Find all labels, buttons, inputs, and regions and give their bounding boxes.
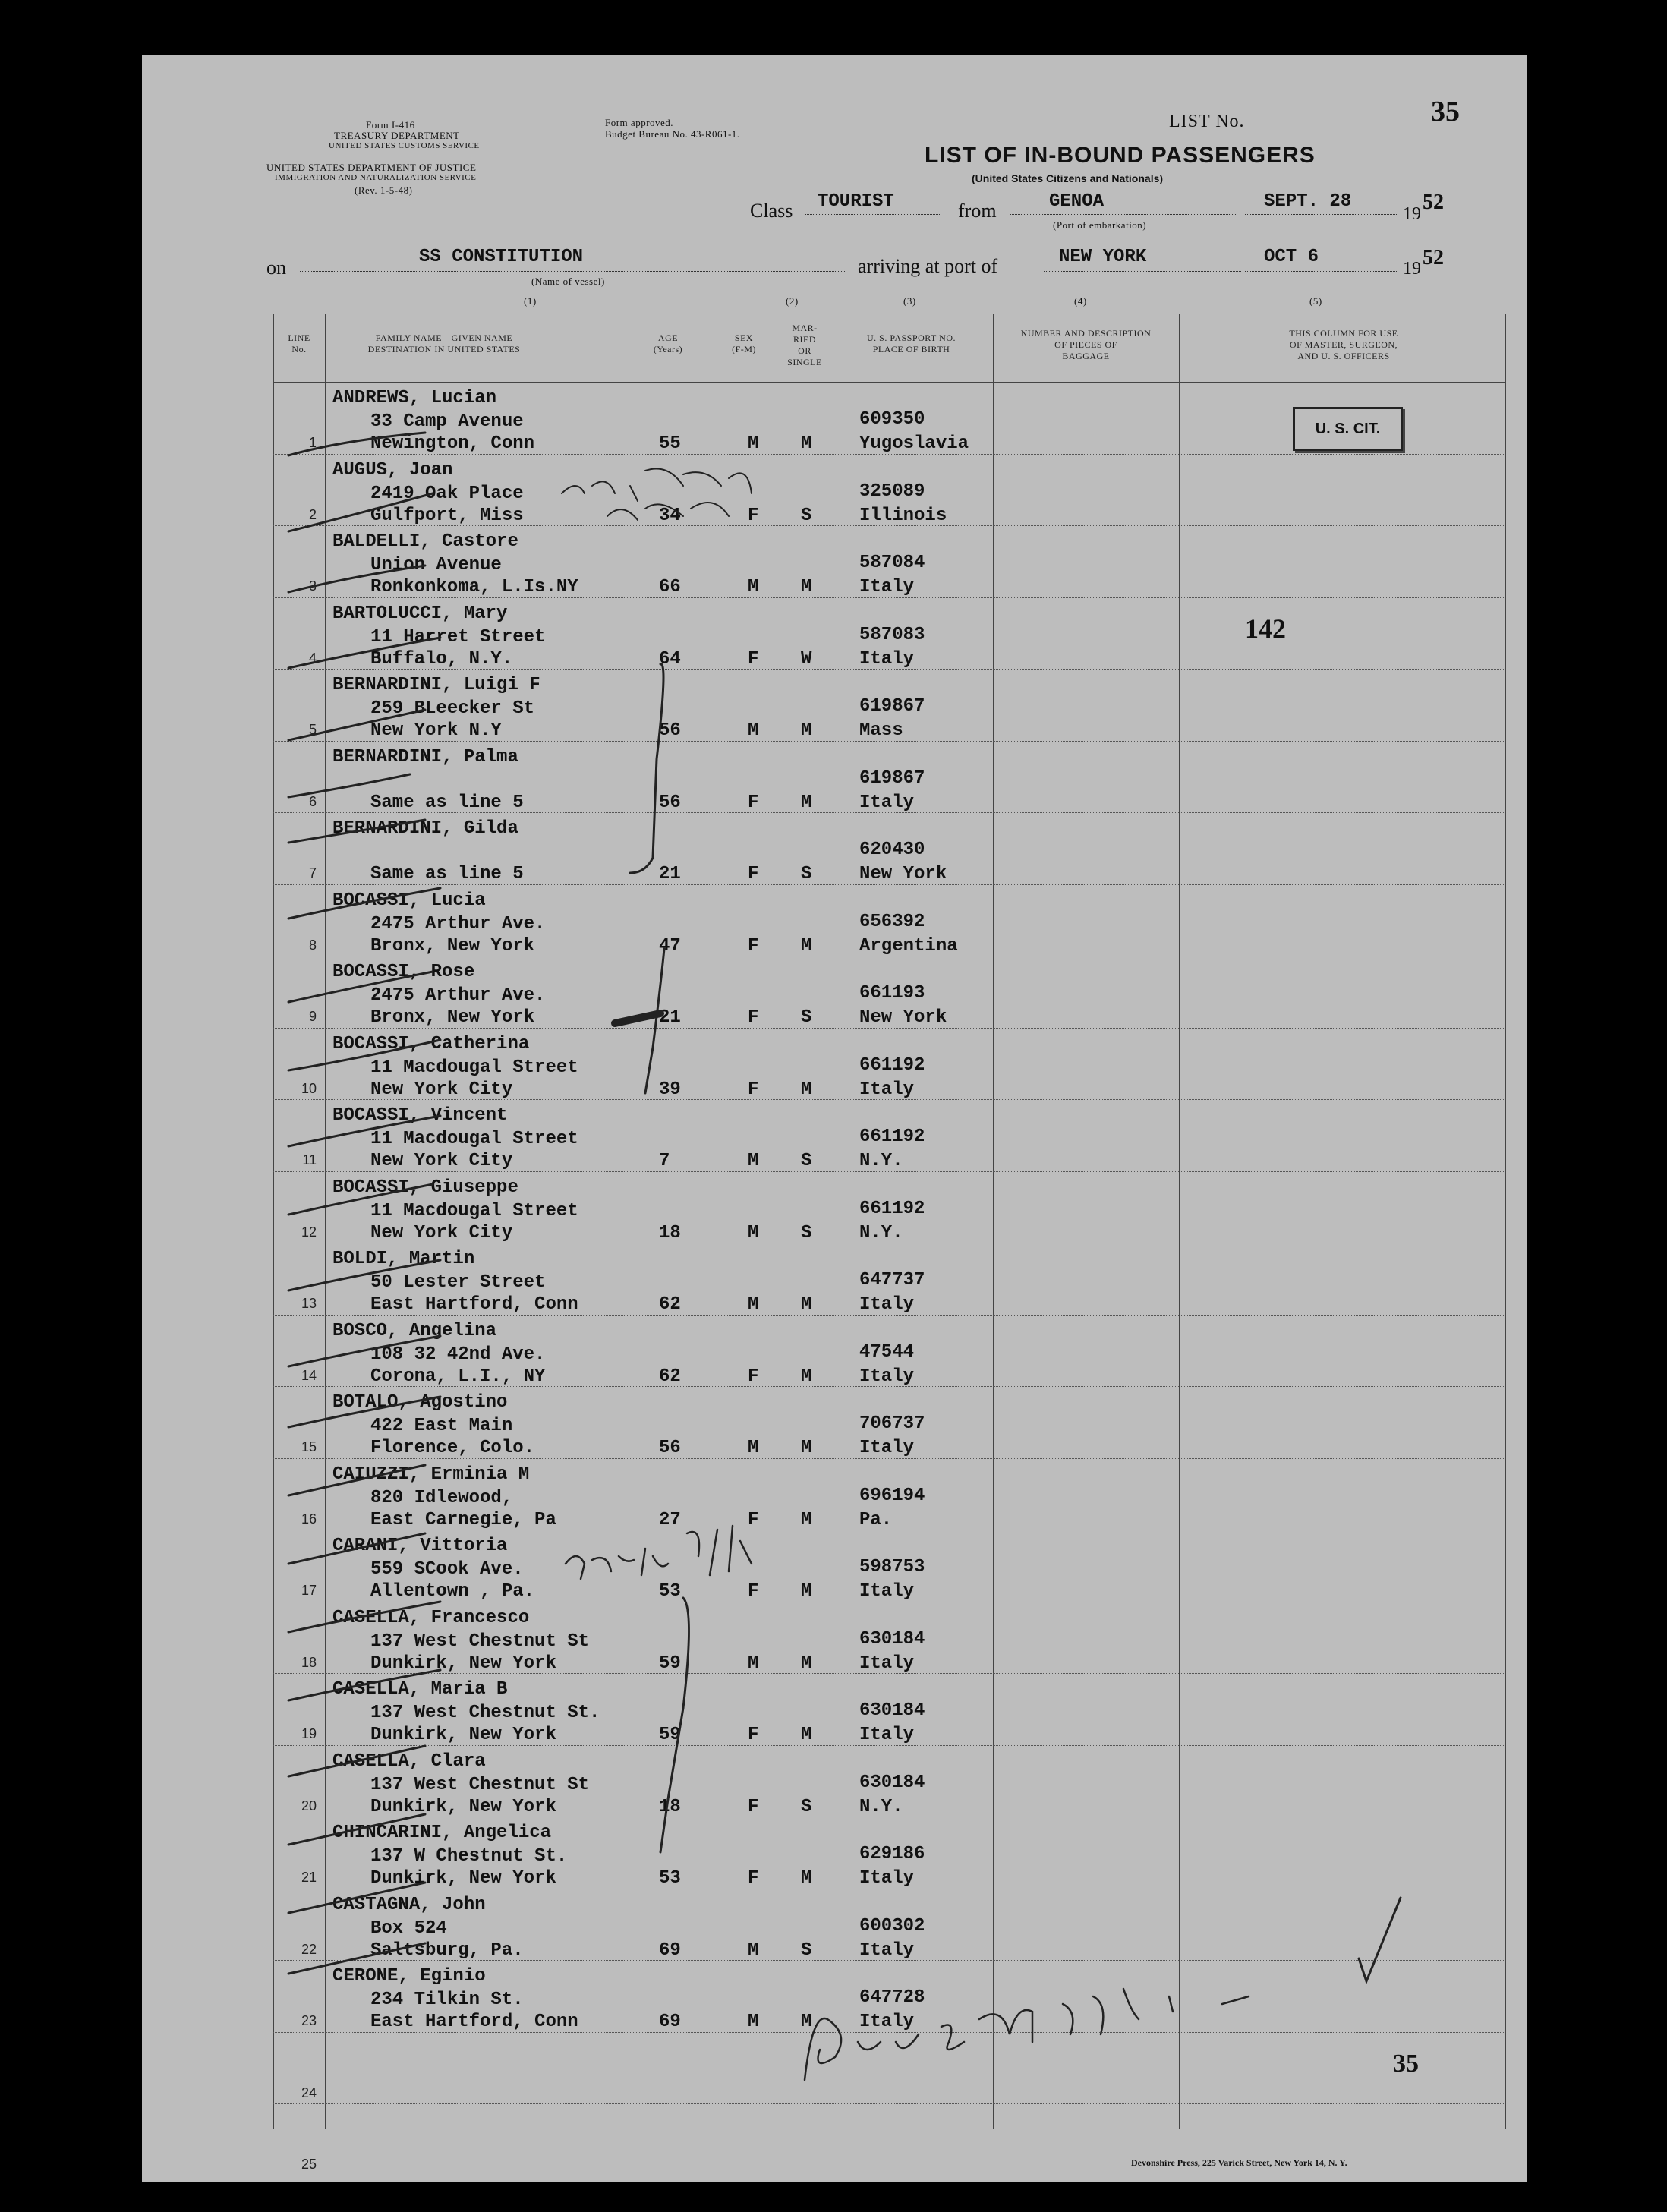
passenger-marital: M [801,935,812,956]
header-age: AGE (Years) [653,332,683,354]
passenger-age: 18 [659,1222,681,1243]
passport-number: 629186 [859,1844,925,1864]
passenger-age: 55 [659,433,681,454]
vessel-name: SS CONSTITUTION [419,247,584,267]
citizenship-stamp [1293,407,1403,451]
place-of-birth: Pa. [859,1509,893,1530]
line-number: 4 [308,650,317,666]
header-married: MAR- RIED OR SINGLE [787,323,822,367]
place-of-birth: Argentina [859,935,958,956]
passenger-destination: New York City [370,1222,513,1243]
passenger-sex: F [748,1725,759,1745]
passenger-age: 56 [659,720,681,741]
passport-number: 619867 [859,767,925,789]
class-label: Class [750,200,793,222]
line-number: 22 [301,1941,317,1957]
passenger-marital: M [801,577,812,597]
passport-number: 696194 [859,1485,925,1506]
row-divider [273,1386,1505,1387]
passenger-marital: M [801,1079,812,1100]
passenger-age: 64 [659,648,681,670]
arrival-year: 52 [1423,246,1444,269]
passenger-name: BERNARDINI, Luigi F [332,675,540,695]
row-divider [273,1028,1505,1029]
passenger-sex: F [748,1796,759,1817]
passenger-address: 11 Macdougal Street [370,1200,578,1221]
passenger-marital: M [801,1653,812,1674]
line-number: 23 [301,2013,317,2028]
passenger-name: BOCASSI, Rose [332,962,475,982]
passenger-marital: S [801,1222,812,1243]
passenger-address: 137 West Chestnut St. [370,1703,600,1723]
stamp-text: U. S. CIT. [1315,420,1381,437]
form-number: Form I-416 [366,119,415,131]
passenger-marital: S [801,1939,812,1961]
passenger-name: BALDELLI, Castore [332,531,518,552]
place-of-birth: Italy [859,1581,915,1602]
passenger-sex: F [748,1007,759,1028]
passenger-name: CERONE, Eginio [332,1966,486,1987]
passenger-address: 137 West Chestnut St [370,1774,590,1795]
embarkation-year: 52 [1423,191,1444,214]
port-of-embarkation: GENOA [1049,191,1105,212]
column-divider [325,314,326,2129]
passenger-marital: M [801,2012,812,2032]
place-of-birth: New York [859,1007,947,1028]
passenger-destination: Dunkirk, New York [370,1725,556,1745]
passenger-sex: M [748,1222,759,1243]
passenger-marital: M [801,792,812,813]
column-divider [1179,314,1180,2129]
port-embark-caption: (Port of embarkation) [1053,219,1147,231]
line-number: 7 [308,865,317,881]
passenger-name: CASTAGNA, John [332,1894,486,1915]
date-line [1245,214,1397,215]
passenger-destination: Gulfport, Miss [370,505,524,526]
line-number: 5 [308,722,317,737]
arrival-port-line [1044,271,1241,272]
row-divider [273,812,1505,813]
passenger-age: 62 [659,1294,681,1315]
passport-number: 661192 [859,1126,925,1147]
passenger-marital: M [801,1366,812,1387]
form-revision: (Rev. 1-5-48) [355,184,413,196]
passenger-sex: F [748,792,759,813]
passenger-age: 7 [659,1151,670,1171]
passenger-marital: S [801,864,812,884]
passenger-age: 69 [659,1939,681,1961]
passenger-address: Union Avenue [370,555,502,575]
row-divider [273,741,1505,742]
passenger-name: BOSCO, Angelina [332,1320,497,1341]
row-divider [273,1171,1505,1172]
passenger-name: CARANI, Vittoria [332,1536,508,1556]
passport-number: 325089 [859,481,925,502]
row-divider [273,454,1505,455]
year-prefix-2: 19 [1403,259,1421,279]
header-bottom-border [273,382,1505,383]
passenger-sex: F [748,648,759,670]
row-divider [273,1673,1505,1674]
passenger-age: 69 [659,2012,681,2032]
passenger-address: 33 Camp Avenue [370,411,524,432]
passport-number: 661192 [859,1054,925,1076]
line-number: 8 [308,937,317,953]
passenger-sex: M [748,1151,759,1171]
place-of-birth: N.Y. [859,1796,903,1817]
line-number: 21 [301,1870,317,1885]
line-number: 13 [301,1296,317,1311]
passport-number: 647737 [859,1270,925,1290]
arrival-date-line [1245,271,1397,272]
from-label: from [958,200,997,222]
line-number: 16 [301,1511,317,1527]
vessel-line [300,271,846,272]
place-of-birth: Italy [859,1868,915,1889]
passenger-sex: F [748,1366,759,1387]
place-of-birth: Italy [859,1294,915,1315]
passenger-sex: M [748,1939,759,1961]
passenger-age: 47 [659,935,681,956]
place-of-birth: Italy [859,792,915,813]
passenger-marital: M [801,1725,812,1745]
passport-number: 647728 [859,1987,925,2008]
passenger-address: 2419 Oak Place [370,483,524,504]
passenger-name: BOCASSI, Catherina [332,1033,530,1054]
place-of-birth: Italy [859,1939,915,1961]
passenger-marital: M [801,1294,812,1315]
passenger-destination: Newington, Conn [370,433,535,454]
passenger-destination: Saltsburg, Pa. [370,1939,524,1961]
passenger-age: 53 [659,1581,681,1602]
row-divider [273,1458,1505,1459]
passenger-marital: M [801,1509,812,1530]
arrival-port: NEW YORK [1059,247,1147,267]
passenger-destination: Same as line 5 [370,864,524,884]
arrival-date: OCT 6 [1264,247,1319,267]
passenger-age: 62 [659,1366,681,1387]
passenger-sex: F [748,1079,759,1100]
passenger-destination: Same as line 5 [370,792,524,813]
header-officers: THIS COLUMN FOR USE OF MASTER, SURGEON, AND U. S. OFFICERS [1289,328,1398,361]
passenger-marital: S [801,1796,812,1817]
passenger-sex: F [748,935,759,956]
passenger-marital: M [801,433,812,454]
line-number: 17 [301,1583,317,1598]
passenger-name: ANDREWS, Lucian [332,388,497,408]
passenger-age: 53 [659,1868,681,1889]
line-number: 3 [308,578,317,594]
passport-number: 630184 [859,1628,925,1650]
passenger-age: 18 [659,1796,681,1817]
printer-footer: Devonshire Press, 225 Varick Street, New York 14, N. Y. [1131,2157,1347,2168]
passenger-address: 820 Idlewood, [370,1487,513,1508]
passenger-name: BOLDI, Martin [332,1249,475,1269]
class-line [805,214,941,215]
passenger-name: BERNARDINI, Gilda [332,818,518,839]
place-of-birth: N.Y. [859,1222,903,1243]
passenger-age: 21 [659,864,681,884]
line-number: 24 [301,2084,317,2100]
column-divider [993,314,994,2129]
passenger-name: BARTOLUCCI, Mary [332,603,508,624]
passenger-destination: Allentown , Pa. [370,1581,535,1602]
passport-number: 47544 [859,1341,915,1363]
row-divider [273,1745,1505,1746]
passenger-destination: Bronx, New York [370,935,535,956]
passenger-address: 234 Tilkin St. [370,1990,524,2010]
passenger-address: Box 524 [370,1917,447,1939]
line-number: 9 [308,1009,317,1024]
row-divider [273,2032,1505,2033]
row-divider [273,669,1505,670]
line-number: 12 [301,1224,317,1240]
passenger-name: AUGUS, Joan [332,459,453,481]
passenger-address: 11 Harret Street [370,626,546,648]
passenger-age: 56 [659,1438,681,1458]
passenger-destination: New York City [370,1151,513,1171]
passenger-name: BOCASSI, Lucia [332,890,486,911]
passport-number: 661192 [859,1198,925,1219]
passenger-address: 559 SCook Ave. [370,1559,524,1580]
passenger-marital: S [801,505,812,526]
passport-number: 630184 [859,1772,925,1793]
place-of-birth: Italy [859,577,915,597]
header-passport: U. S. PASSPORT NO. PLACE OF BIRTH [867,332,956,354]
place-of-birth: New York [859,864,947,884]
passenger-sex: M [748,577,759,597]
header-name: FAMILY NAME—GIVEN NAME DESTINATION IN UNITED STATES [367,332,521,354]
department-line-2: UNITED STATES CUSTOMS SERVICE [329,141,480,150]
passenger-destination: New York N.Y [370,720,502,741]
passenger-name: BOCASSI, Vincent [332,1105,508,1126]
table-right-border [1505,314,1506,2129]
passenger-destination: Dunkirk, New York [370,1653,556,1674]
passenger-destination: Dunkirk, New York [370,1868,556,1889]
passenger-sex: F [748,1581,759,1602]
table-left-border [273,314,274,2129]
passenger-sex: M [748,1294,759,1315]
passport-number: 656392 [859,911,925,932]
passenger-sex: M [748,433,759,454]
embarkation-date: SEPT. 28 [1264,191,1352,212]
list-number: 35 [1431,96,1460,128]
passenger-name: CASELLA, Francesco [332,1607,530,1628]
on-label: on [266,257,286,279]
passenger-marital: M [801,1438,812,1458]
passenger-destination: Buffalo, N.Y. [370,648,513,670]
budget-bureau: Budget Bureau No. 43-R061-1. [605,128,740,140]
passenger-age: 59 [659,1653,681,1674]
passenger-marital: M [801,720,812,741]
row-divider [273,525,1505,526]
passenger-marital: W [801,648,812,670]
passenger-address: 137 W Chestnut St. [370,1846,568,1867]
passenger-address: 108 32 42nd Ave. [370,1344,546,1365]
header-line-no: LINE No. [288,332,310,354]
passenger-address: 422 East Main [370,1416,513,1436]
passenger-marital: S [801,1007,812,1028]
passport-number: 661193 [859,983,925,1004]
line-number: 18 [301,1654,317,1670]
place-of-birth: Mass [859,720,903,741]
year-prefix-1: 19 [1403,204,1421,224]
row-divider [273,1960,1505,1961]
passport-number: 609350 [859,409,925,430]
class-value: TOURIST [818,191,894,212]
passenger-destination: Ronkonkoma, L.Is.NY [370,577,578,597]
line-number: 10 [301,1080,317,1096]
line-number: 2 [308,506,317,522]
bottom-page-number: 35 [1393,2050,1419,2078]
place-of-birth: Italy [859,1438,915,1458]
passport-number: 600302 [859,1915,925,1936]
passenger-age: 56 [659,792,681,813]
place-of-birth: Italy [859,1366,915,1387]
passenger-sex: M [748,720,759,741]
passenger-destination: East Carnegie, Pa [370,1509,556,1530]
passenger-destination: New York City [370,1079,513,1100]
passenger-destination: East Hartford, Conn [370,1294,578,1315]
department-line-4: IMMIGRATION AND NATURALIZATION SERVICE [275,173,477,182]
line-number: 6 [308,793,317,809]
arriving-label: arriving at port of [858,255,998,277]
line-number: 14 [301,1367,317,1383]
line-number: 11 [302,1152,317,1167]
passenger-sex: F [748,1509,759,1530]
place-of-birth: Illinois [859,505,947,526]
passenger-sex: M [748,1653,759,1674]
passenger-address: 50 Lester Street [370,1272,546,1293]
passport-number: 619867 [859,696,925,717]
passenger-marital: S [801,1151,812,1171]
passport-number: 706737 [859,1413,925,1434]
column-number-4: (4) [1074,295,1087,307]
line-number: 25 [301,2157,317,2172]
passenger-destination: Florence, Colo. [370,1438,535,1458]
column-number-2: (2) [786,295,799,307]
passenger-address: 259 BLeecker St [370,698,535,719]
passenger-age: 66 [659,577,681,597]
column-number-3: (3) [903,295,916,307]
header-sex: SEX (F-M) [732,332,756,354]
place-of-birth: N.Y. [859,1151,903,1171]
row-divider [273,2103,1505,2104]
passenger-destination: Bronx, New York [370,1007,535,1028]
line-number: 15 [301,1439,317,1454]
handwritten-count: 142 [1245,613,1286,644]
passenger-destination: Corona, L.I., NY [370,1366,546,1387]
passenger-name: BOTALO, Agostino [332,1392,508,1413]
passport-number: 620430 [859,840,925,860]
vessel-caption: (Name of vessel) [531,276,605,287]
passenger-address: 11 Macdougal Street [370,1129,578,1149]
passenger-age: 59 [659,1725,681,1745]
page-subtitle: (United States Citizens and Nationals) [972,172,1164,184]
passenger-address: 137 West Chestnut St [370,1631,590,1652]
passenger-name: CHINCARINI, Angelica [332,1823,552,1843]
passenger-sex: M [748,2012,759,2032]
passenger-age: 34 [659,505,681,526]
passenger-marital: M [801,1581,812,1602]
passport-number: 587083 [859,624,925,645]
page-title: LIST OF IN-BOUND PASSENGERS [925,143,1316,168]
passenger-destination: East Hartford, Conn [370,2012,578,2032]
place-of-birth: Italy [859,1079,915,1100]
passenger-address: 11 Macdougal Street [370,1057,578,1078]
passenger-sex: F [748,505,759,526]
row-divider [273,884,1505,885]
passenger-sex: F [748,1868,759,1889]
list-number-label: LIST No. [1169,112,1245,131]
from-line [1010,214,1237,215]
row-divider [273,1099,1505,1100]
line-number: 20 [301,1798,317,1813]
place-of-birth: Italy [859,2012,915,2032]
passenger-age: 21 [659,1007,681,1028]
passport-number: 587084 [859,553,925,573]
passenger-name: CAIUZZI, Erminia M [332,1464,530,1485]
department-line-1: TREASURY DEPARTMENT [334,130,460,141]
column-number-1: (1) [524,295,537,307]
line-number: 19 [301,1726,317,1741]
row-divider [273,597,1505,598]
passport-number: 630184 [859,1700,925,1721]
passenger-address: 2475 Arthur Ave. [370,985,546,1006]
passenger-name: BOCASSI, Giuseppe [332,1177,518,1198]
passport-number: 598753 [859,1557,925,1577]
passenger-sex: F [748,864,759,884]
passenger-name: BERNARDINI, Palma [332,746,518,767]
passenger-sex: M [748,1438,759,1458]
passenger-age: 39 [659,1079,681,1100]
passenger-age: 27 [659,1509,681,1530]
row-divider [273,1315,1505,1316]
department-line-3: UNITED STATES DEPARTMENT OF JUSTICE [266,162,477,173]
form-approved: Form approved. [605,117,674,128]
passenger-name: CASELLA, Clara [332,1750,486,1772]
place-of-birth: Yugoslavia [859,433,969,454]
passenger-marital: M [801,1868,812,1889]
place-of-birth: Italy [859,1725,915,1745]
column-number-5: (5) [1309,295,1322,307]
passenger-destination: Dunkirk, New York [370,1796,556,1817]
place-of-birth: Italy [859,648,915,670]
header-baggage: NUMBER AND DESCRIPTION OF PIECES OF BAGGAGE [1020,328,1152,361]
passenger-address: 2475 Arthur Ave. [370,913,546,934]
passenger-name: CASELLA, Maria B [332,1679,508,1700]
line-number: 1 [308,435,317,450]
place-of-birth: Italy [859,1653,915,1674]
